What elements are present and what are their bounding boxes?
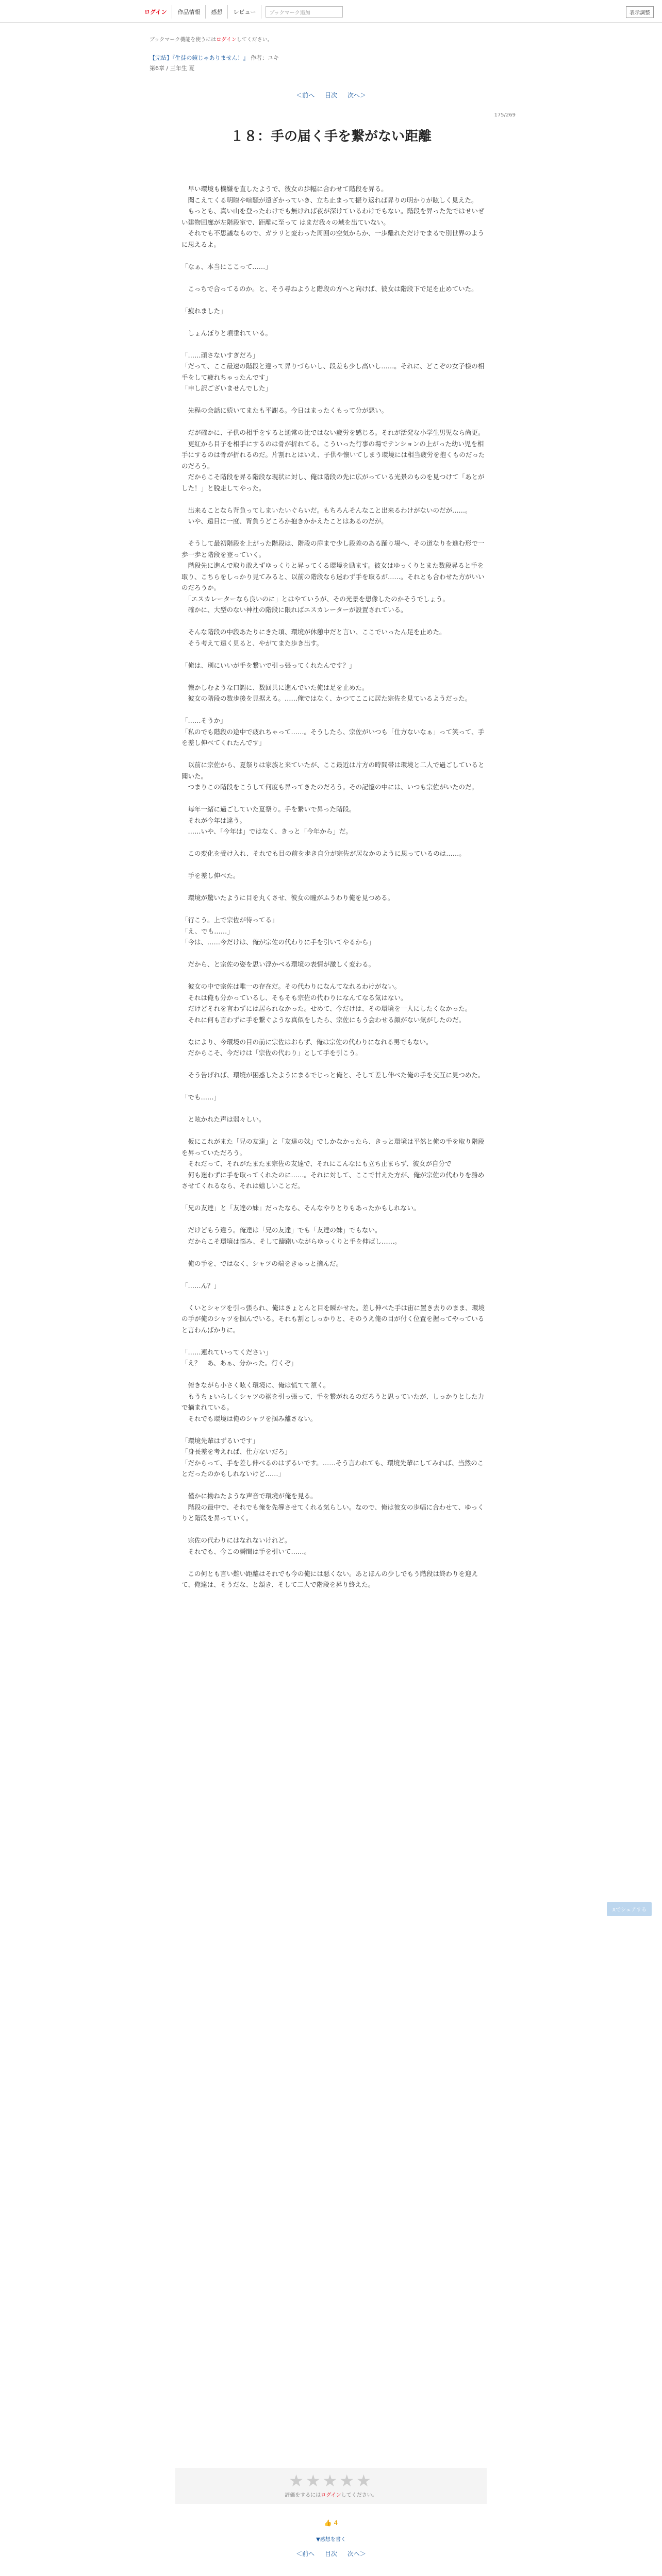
- toc-link-bottom[interactable]: 目次: [324, 2550, 337, 2557]
- body-paragraph: 「行こう。上で宗佐が待ってる」 「え、でも……」 「今は、……今だけは、俺が宗佐の代わりに手を引いてやるから」: [181, 916, 375, 946]
- author-name[interactable]: 作者：ユキ: [251, 55, 279, 61]
- nav-impressions[interactable]: 感想: [206, 5, 228, 19]
- login-link-inline[interactable]: ログイン: [216, 37, 237, 43]
- body-paragraph: 環境が驚いたように目を丸くさせ、彼女の瞳がふうわり俺を見つめる。: [181, 894, 394, 902]
- body-paragraph: 俺の手を、ではなく、シャツの端をきゅっと摘んだ。: [181, 1259, 343, 1267]
- body-paragraph: 先程の会話に続いてまたも平謝る。今日はまったくもって分が悪い。: [181, 406, 388, 414]
- body-paragraph: 「……ん？」: [181, 1281, 221, 1290]
- series-info: [150, 54, 516, 62]
- prev-link-bottom[interactable]: ＜前へ: [296, 2550, 315, 2557]
- novel-body: [181, 183, 488, 1601]
- body-paragraph: 懐かしむような口調に、数回共に進んでいた俺は足を止めた。 彼女の階段の数歩後を見据える。……俺ではなく、かつてここに居た宗佐を見ているようだった。: [188, 683, 472, 702]
- bookmark-add-input[interactable]: ブックマーク追加: [266, 6, 343, 18]
- body-paragraph: 「俺は、別にいいが手を繋いで引っ張ってくれたんです？」: [181, 661, 356, 669]
- chapter-group: 第6章 / 三年生 夏: [150, 65, 195, 72]
- like-button[interactable]: 👍 4: [324, 2519, 338, 2527]
- body-paragraph: だから、と宗佐の姿を思い浮かべる環境の表情が激しく変わる。: [181, 960, 375, 968]
- write-impression-link[interactable]: ▼感想を書く: [316, 2537, 346, 2543]
- body-paragraph: なにより、今環境の目の前に宗佐はおらず、俺は宗佐の代わりになれる男でもない。 だからこそ、今だけは「宗佐の代わり」として手を引こう。: [188, 1038, 433, 1057]
- body-paragraph: だけどもう違う。俺達は「兄の友達」でも「友達の妹」でもない。 だからこそ環境は悩み、そして躊躇いながらゆっくりと手を伸ばし……。: [188, 1226, 401, 1245]
- body-paragraph: 早い環境も機嫌を直したようで、彼女の歩幅に合わせて階段を昇る。 聞こえてくる明瞭や喧騒が遠ざかっていき、立ち止まって振り返れば昇りの明かりが眩しく見えた。 もっとも、真い山を登ったわけでも無ければ夜が深けているわけでもない。階段を昇った先ではせいぜい建物回廊が左階段室で、距離に至って はまだ我々の域を出ていない。 それでも不思議なもので、ガラリと変わった周囲の空気からか、一歩離れただけでまるで別世界のように思えるよ。: [181, 185, 485, 248]
- body-paragraph: そう告げれば、環境が困惑したようにまるでじっと俺と、そして差し伸べた俺の手を交互に見つめた。: [181, 1071, 485, 1079]
- rating-box: [175, 2468, 487, 2504]
- next-link[interactable]: 次へ＞: [347, 92, 366, 99]
- body-paragraph: 「でも……」: [181, 1093, 221, 1101]
- body-paragraph: 仮にこれがまた「兄の友達」と「友達の妹」でしかなかったら、きっと環境は平然と俺の手を取り階段を昇っていただろう。 それだって、それがたまたま宗佐の友達で、それにこんなにも立ち止まらず、彼女が自分で 何も迷わずに手を取ってくれたのに……。それに対して、ここで甘えた方が、俺が宗佐の代わりを務めさせてくれるなら、それは嬉しいことだ。: [181, 1138, 485, 1190]
- nav-reviews[interactable]: レビュー: [228, 5, 261, 19]
- pager-bottom: [0, 2549, 662, 2558]
- next-link-bottom[interactable]: 次へ＞: [347, 2550, 366, 2557]
- body-paragraph: 毎年一緒に過ごしていた夏祭り。手を繋いで昇った階段。 それが今年は違う。 ……いや、「今年は」ではなく、きっと「今年から」だ。: [188, 805, 356, 835]
- body-paragraph: この何とも言い難い距離はそれでも今の俺には悪くない。あとほんの少しでもう階段は終わりを迎えて、俺達は、そうだな、と頷き、そして二人で階段を昇り終えた。: [181, 1569, 478, 1588]
- nav-work-info[interactable]: 作品情報: [172, 5, 206, 19]
- body-paragraph: 「……連れていってください」 「え？ あ、あぁ、分かった。行くぞ」: [181, 1348, 297, 1367]
- body-paragraph: しょんぼりと項垂れている。: [181, 329, 272, 337]
- episode-counter: 175/269: [494, 112, 516, 118]
- body-paragraph: この変化を受け入れ、それでも目の前を歩き自分が宗佐が居なかのように思っているのは……。: [181, 850, 466, 857]
- display-settings-button[interactable]: 表示調整: [626, 6, 654, 18]
- chapter-title: １８：手の届く手を繋がない距離: [230, 129, 432, 144]
- body-paragraph: だが確かに、子供の相手をすると通常の比ではない疲労を感じる。それが活発な小学生男児なら尚更。 更紅から目子を相手にするのは骨が折れてる。こういった行事の場でテンションの上がった幼い児を相手にするのは骨が折れるのだ。片割れとはいえ、子供や懐いてしまう環境には相当疲労を抱くものだったのだろう。 だからこそ階段を昇る階段な現状に対し、俺は階段の先に広がっている光景のものを見つけて「あとがした！」と脱走してやった。: [181, 429, 485, 492]
- body-paragraph: 宗佐の代わりにはなれないけれど。 それでも、今この瞬間は手を引いて……。: [188, 1536, 311, 1555]
- body-paragraph: こっちで合ってるのか。と、そう尋ねようと階段の方へと向けば、彼女は階段下で足を止めていた。: [181, 284, 478, 293]
- body-paragraph: 「疲れました」: [181, 307, 227, 315]
- body-paragraph: 出来ることなら背負ってしまいたいぐらいだ。もちろんそんなこと出来るわけがないのだが……。 いや、遠目に一度、背負うどころか抱きかかえたことはあるのだが。: [188, 506, 472, 525]
- body-paragraph: 彼女の中で宗佐は唯一の存在だ。その代わりになんてなれるわけがない。 それは俺も分かっているし、そもそも宗佐の代わりになんてなる気はない。 だけどそれを言わずには居られなかった。せめて、今だけは、その環境を一人にしたくなかった。 それに何も言わずに手を繋ぐような真似をしたら、宗佐にもう会わせる顔がない気がしたのだ。: [188, 982, 472, 1024]
- login-notice: ブックマーク機能を使うにはログインしてください。: [150, 37, 273, 43]
- body-paragraph: と呟かれた声は弱々しい。: [181, 1115, 266, 1123]
- body-paragraph: 「環境先輩はずるいです」 「身長差を考えれば、仕方ないだろ」 「だからって、手を差し伸べるのはずるいです。……そう言われても、環境先輩にしてみれば、当然のことだったのかもしれないけど……」: [181, 1436, 484, 1478]
- share-x-side-button[interactable]: Xでシェアする: [607, 1902, 652, 1916]
- top-nav: [139, 5, 343, 19]
- body-paragraph: 「……頑さないすぎだろ」 「だって、ここ最速の階段と違って昇りづらいし、段差も少し高いし……。それに、どこぞの女子様の相手をして疲れちゃったんです」 「申し訳ございませんでした」: [181, 351, 485, 392]
- pager-top: [0, 91, 662, 99]
- body-paragraph: 「なぁ、本当にここって……」: [181, 262, 272, 270]
- body-paragraph: 俯きながら小さく呟く環境に、俺は慌てて頷く。 もうちょいらしくシャツの裾を引っ張って、手を繋がれるのだろうと思っていたが、しっかりとした力で摘まれている。 それでも環境は俺のシャツを掴み離さない。: [181, 1381, 485, 1422]
- rating-login-link[interactable]: ログイン: [321, 2493, 341, 2498]
- toc-link[interactable]: 目次: [324, 92, 337, 99]
- body-paragraph: 「……そうか」 「私のでも階段の途中で疲れちゃって……。そうしたら、宗佐がいつも「仕方ないなぁ」って笑って、手を差し伸べてくれたんです」: [181, 717, 485, 747]
- body-paragraph: 僅かに拗ねたような声音で環境が俺を見る。 階段の最中で、それでも俺を先導させてくれる気らしい。なので、俺は彼女の歩幅に合わせて、ゆっくりと階段を昇っていく。: [181, 1492, 484, 1522]
- rating-stars[interactable]: ★★★★★: [289, 2471, 373, 2490]
- body-paragraph: くいとシャツを引っ張られ、俺はきょとんと目を瞬かせた。差し伸べた手は宙に置き去りのまま、環境の手が俺のシャツを掴んでいる。それも割としっかりと、そのうえ俺の目が付く位置を握ってやっていると言わんばかりに。: [181, 1303, 485, 1334]
- top-bar: [0, 0, 662, 23]
- rating-note: 評価をするにはログインしてください。: [285, 2493, 377, 2498]
- body-paragraph: そうして最初階段を上がった階段は、階段の扉まで少し段差のある踊り場へ、その道なりを進む形で一歩一歩と階段を登っていく。 階段先に進んで取り敢えずゆっくりと昇ってくる環境を励ます。彼女はゆっくりとまた数段昇ると手を取り、こちらをしっかり見てみると、以前の階段なら迷わず手を取るが……。それとも合わせた方がいいのだろうか。 「エスカレーターなら良いのに」とはやていうが、その光景を想像したのかそうでしょう。 確かに、大型のない神社の階段に限ればエスカレーターが設置されている。: [181, 539, 485, 614]
- prev-link[interactable]: ＜前へ: [296, 92, 315, 99]
- body-paragraph: 以前に宗佐から、夏祭りは家族と来ていたが、ここ最近は片方の時間帯は環境と二人で過ごしていると聞いた。 つまりこの階段をこうして何度も昇ってきたのだろう。その記憶の中には、いつも宗佐がいたのだ。: [181, 761, 485, 791]
- body-paragraph: 手を差し伸べた。: [181, 872, 240, 879]
- login-link[interactable]: ログイン: [139, 5, 172, 19]
- series-title-link[interactable]: 【完結】『生徒の鏡じゃありません！』: [150, 55, 249, 61]
- body-paragraph: 「兄の友達」と「友達の妹」だったなら、そんなやりとりもあったかもしれない。: [181, 1204, 420, 1212]
- body-paragraph: そんな階段の中段あたりにきた頃、環境が休憩中だと言い、ここでいったん足を止めた。 そう考えて遠く見ると、やがてまた歩き出す。: [188, 628, 446, 647]
